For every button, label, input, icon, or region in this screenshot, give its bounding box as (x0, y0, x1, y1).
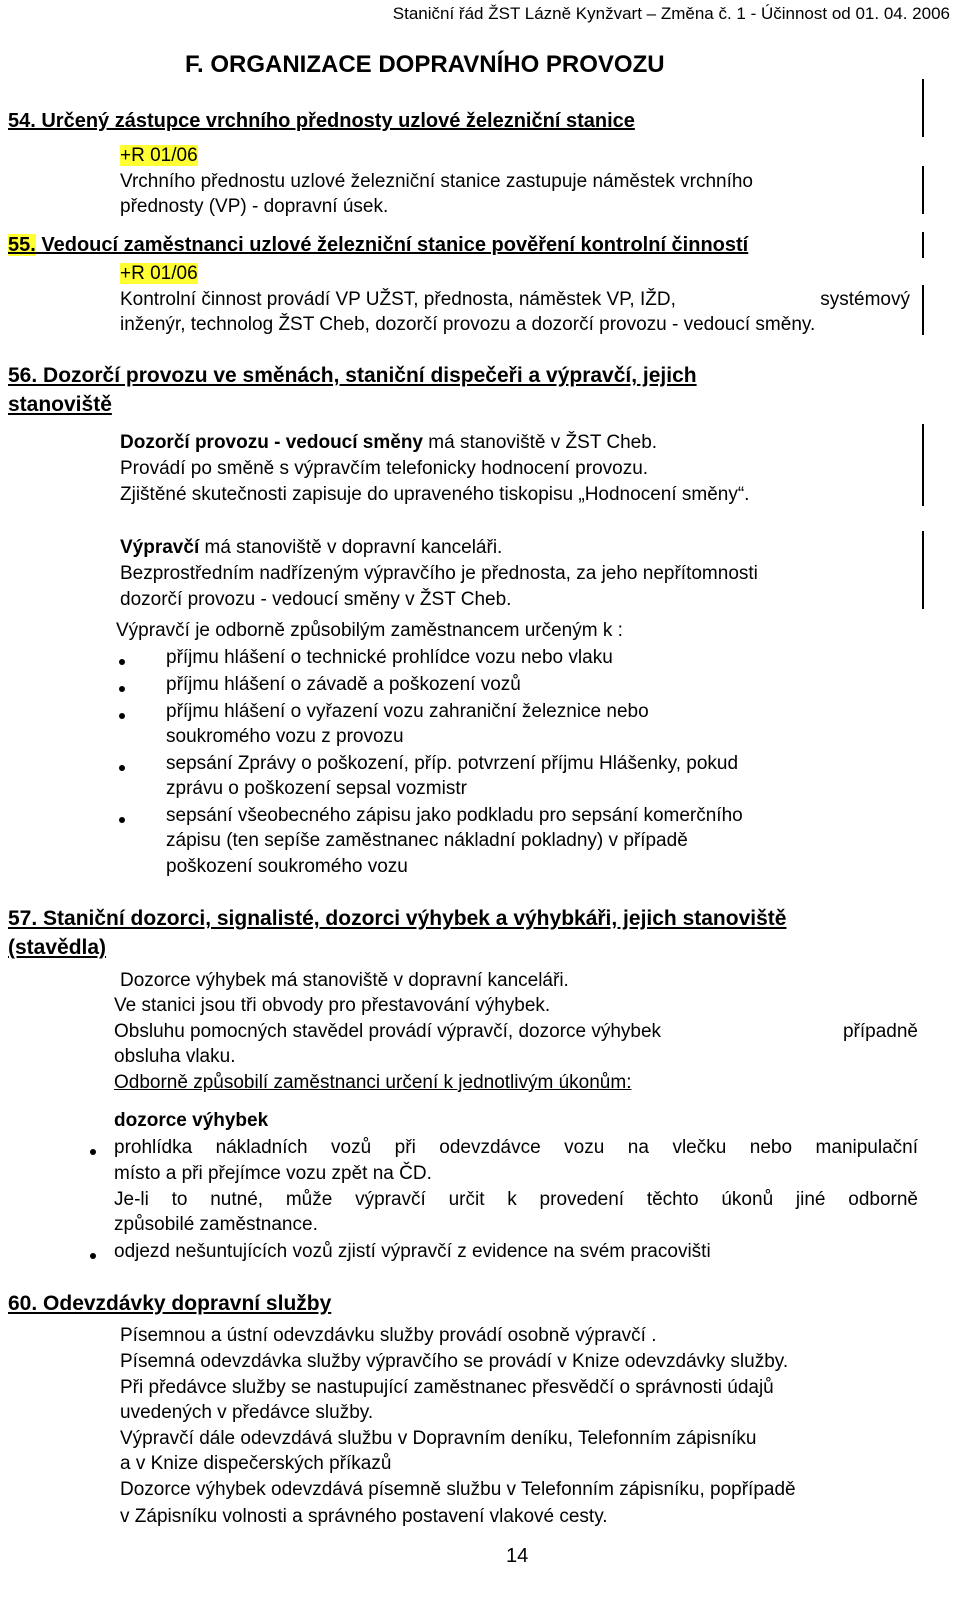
section-60-line: a v Knize dispečerských příkazů (120, 1453, 392, 1474)
bullet-icon (119, 713, 125, 719)
section-60-line: v Zápisníku volnosti a správného postavení vlakové cesty. (120, 1506, 608, 1527)
section-60-line: Písemnou a ústní odevzdávku služby provádí osobně výpravčí . (120, 1325, 657, 1346)
list-item-continuation: soukromého vozu z provozu (166, 726, 404, 747)
bullet-icon (119, 765, 125, 771)
section-56-para-6: dozorčí provozu - vedoucí směny v ŽST Cheb. (120, 589, 512, 610)
list-item: sepsání Zprávy o poškození, příp. potvrzení příjmu Hlášenky, pokud (166, 753, 739, 774)
section-56-heading-line-2: stanoviště (8, 393, 112, 416)
section-55-line-1-part-b: systémový (820, 289, 910, 310)
section-60-line: Při předávce služby se nastupující zaměstnanec přesvědčí o správnosti údajů (120, 1377, 774, 1398)
section-57-para-1: Dozorce výhybek má stanoviště v dopravní kanceláři. (120, 970, 569, 991)
change-bar (922, 166, 924, 214)
section-55-title: Vedoucí zaměstnanci uzlové železniční stanice pověření kontrolní činností (41, 234, 749, 256)
section-60-line: Výpravčí dále odevzdává službu v Dopravním deníku, Telefonním zápisníku (120, 1428, 757, 1449)
section-56-heading-line-1: 56. Dozorčí provozu ve směnách, staniční dispečeři a výpravčí, jejich (8, 364, 697, 387)
section-56-para-7: Výpravčí je odborně způsobilým zaměstnancem určeným k : (116, 620, 623, 641)
list-item: příjmu hlášení o technické prohlídce vozu nebo vlaku (166, 647, 613, 668)
section-55-line-1-part-a: Kontrolní činnost provádí VP UŽST, přednosta, náměstek VP, IŽD, (120, 289, 676, 310)
para-text: má stanoviště v ŽST Cheb. (423, 432, 658, 453)
section-55-number: 55. (8, 234, 36, 256)
section-57-para-5: Odborně způsobilí zaměstnanci určení k jednotlivým úkonům: (114, 1072, 632, 1093)
section-56-para-1 (120, 431, 657, 455)
bullet-icon (90, 1253, 96, 1259)
list-item-continuation: Je-li to nutné, může výpravčí určit k provedení těchto úkonů jiné odborně (114, 1189, 918, 1210)
list-item: příjmu hlášení o vyřazení vozu zahraniční železnice nebo (166, 701, 649, 722)
change-bar (922, 79, 924, 137)
change-bar (922, 285, 924, 335)
section-55-heading (8, 233, 748, 257)
section-54-line-2: přednosty (VP) - dopravní úsek. (120, 196, 389, 217)
bullet-icon (90, 1149, 96, 1155)
list-item-continuation: zápisu (ten sepíše zaměstnanec nákladní pokladny) v případě (166, 830, 688, 851)
section-57-para-3 (114, 1020, 918, 1044)
section-56-para-5: Bezprostředním nadřízeným výpravčího je přednosta, za jeho nepřítomnosti (120, 563, 758, 584)
section-60-line: Dozorce výhybek odevzdává písemně službu v Telefonním zápisníku, popřípadě (120, 1479, 796, 1500)
bullet-icon (119, 817, 125, 823)
para-text: Obsluhu pomocných stavědel provádí výpravčí, dozorce výhybek (114, 1021, 662, 1042)
list-item-continuation: zprávu o poškození sepsal vozmistr (166, 778, 467, 799)
list-item-continuation: místo a při přejímce vozu zpět na ČD. (114, 1163, 432, 1184)
change-bar (922, 531, 924, 609)
section-57-para-2: Ve stanici jsou tři obvody pro přestavování výhybek. (114, 995, 551, 1016)
list-item: prohlídka nákladních vozů při odevzdávce vozu na vlečku nebo manipulační (114, 1137, 918, 1158)
section-57-para-4: obsluha vlaku. (114, 1046, 236, 1067)
revision-mark-text: +R 01/06 (120, 145, 198, 166)
running-header: Staniční řád ŽST Lázně Kynžvart – Změna č. 1 - Účinnost od 01. 04. 2006 (392, 4, 950, 23)
revision-mark-text: +R 01/06 (120, 263, 198, 284)
section-54-line-1: Vrchního přednostu uzlové železniční stanice zastupuje náměstek vrchního (120, 171, 753, 192)
page-number: 14 (506, 1545, 529, 1567)
role-name: Výpravčí (120, 537, 200, 558)
revision-mark-54 (120, 144, 198, 168)
chapter-title: F. ORGANIZACE DOPRAVNÍHO PROVOZU (185, 51, 665, 78)
change-bar (922, 232, 924, 258)
change-bar (922, 424, 924, 506)
section-57-subheading: dozorce výhybek (114, 1110, 269, 1131)
para-text: případně (842, 1021, 918, 1042)
section-56-para-2: Provádí po směně s výpravčím telefonicky hodnocení provozu. (120, 458, 649, 479)
bullet-icon (119, 686, 125, 692)
list-item-continuation: způsobilé zaměstnance. (114, 1214, 318, 1235)
section-60-line: Písemná odevzdávka služby výpravčího se provádí v Knize odevzdávky služby. (120, 1351, 789, 1372)
list-item: sepsání všeobecného zápisu jako podkladu pro sepsání komerčního (166, 805, 743, 826)
revision-mark-55 (120, 262, 198, 286)
list-item-continuation: poškození soukromého vozu (166, 856, 408, 877)
section-55-line-2: inženýr, technolog ŽST Cheb, dozorčí provozu a dozorčí provozu - vedoucí směny. (120, 314, 816, 335)
role-name: Dozorčí provozu - vedoucí směny (120, 432, 423, 453)
bullet-icon (119, 659, 125, 665)
section-60-line: uvedených v předávce služby. (120, 1402, 374, 1423)
section-55-line-1 (120, 288, 910, 312)
section-54-heading: 54. Určený zástupce vrchního přednosty uzlové železniční stanice (8, 110, 635, 132)
section-56-para-4 (120, 536, 502, 560)
section-57-heading-line-1: 57. Staniční dozorci, signalisté, dozorci výhybek a výhybkáři, jejich stanoviště (8, 907, 787, 930)
list-item: odjezd nešuntujících vozů zjistí výpravčí z evidence na svém pracovišti (114, 1241, 711, 1262)
para-text: má stanoviště v dopravní kanceláři. (199, 537, 503, 558)
section-57-heading-line-2: (stavědla) (8, 936, 107, 959)
list-item: příjmu hlášení o závadě a poškození vozů (166, 674, 521, 695)
section-56-para-3: Zjištěné skutečnosti zapisuje do upraveného tiskopisu „Hodnocení směny“. (120, 484, 750, 505)
section-60-heading: 60. Odevzdávky dopravní služby (8, 1292, 332, 1315)
